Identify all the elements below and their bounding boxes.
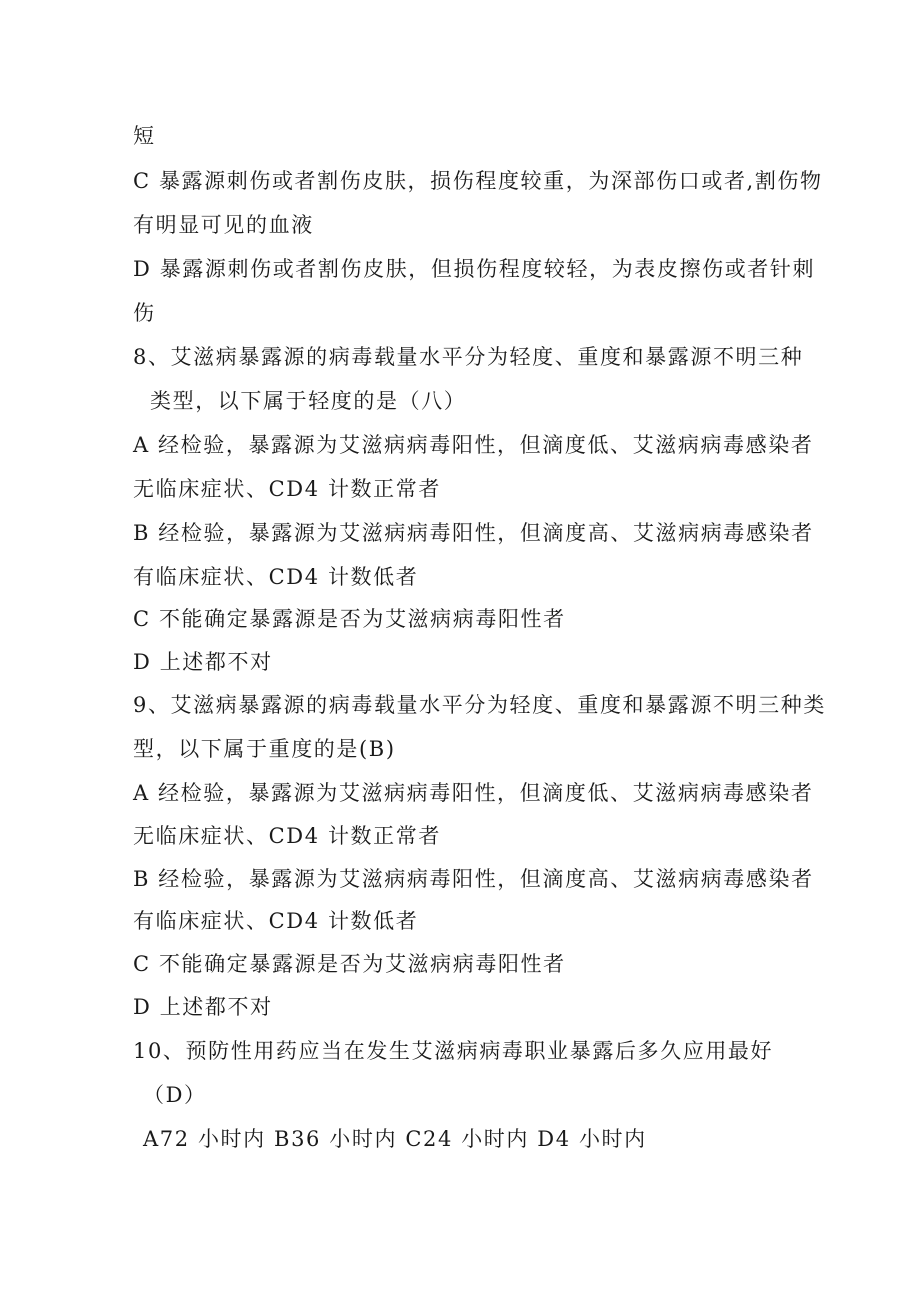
option-a-q9: A 经检验，暴露源为艾滋病病毒阳性，但滴度低、艾滋病病毒感染者 <box>133 781 814 805</box>
question-9-continued: 型，以下属于重度的是(B) <box>133 737 396 761</box>
option-d-q8: D 上述都不对 <box>133 650 273 674</box>
question-9: 9、艾滋病暴露源的病毒载量水平分为轻度、重度和暴露源不明三种类 <box>133 693 826 717</box>
option-c-q7: C 暴露源刺伤或者割伤皮肤，损伤程度较重，为深部伤口或者,割伤物 <box>133 169 823 193</box>
option-c-q8: C 不能确定暴露源是否为艾滋病病毒阳性者 <box>133 607 566 631</box>
text-line: 有临床症状、CD4 计数低者 <box>133 565 419 589</box>
option-d-q7: D 暴露源刺伤或者割伤皮肤，但损伤程度较轻，为表皮擦伤或者针刺 <box>133 257 816 281</box>
question-10-options: A72 小时内 B36 小时内 C24 小时内 D4 小时内 <box>143 1127 647 1151</box>
question-10-answer: （D） <box>143 1083 207 1107</box>
option-c-q9: C 不能确定暴露源是否为艾滋病病毒阳性者 <box>133 952 566 976</box>
question-10: 10、预防性用药应当在发生艾滋病病毒职业暴露后多久应用最好 <box>133 1039 774 1063</box>
option-d-q9: D 上述都不对 <box>133 995 273 1019</box>
text-line: 伤 <box>133 301 156 325</box>
option-b-q9: B 经检验，暴露源为艾滋病病毒阳性，但滴度高、艾滋病病毒感染者 <box>133 867 814 891</box>
text-line: 有明显可见的血液 <box>133 213 314 237</box>
question-8-continued: 类型，以下属于轻度的是（八） <box>150 389 467 413</box>
text-line: 短 <box>133 124 156 148</box>
text-line: 无临床症状、CD4 计数正常者 <box>133 477 441 501</box>
text-line: 有临床症状、CD4 计数低者 <box>133 909 419 933</box>
question-8: 8、艾滋病暴露源的病毒载量水平分为轻度、重度和暴露源不明三种 <box>133 345 804 369</box>
option-a-q8: A 经检验，暴露源为艾滋病病毒阳性，但滴度低、艾滋病病毒感染者 <box>133 433 814 457</box>
text-line: 无临床症状、CD4 计数正常者 <box>133 824 441 848</box>
option-b-q8: B 经检验，暴露源为艾滋病病毒阳性，但滴度高、艾滋病病毒感染者 <box>133 521 814 545</box>
